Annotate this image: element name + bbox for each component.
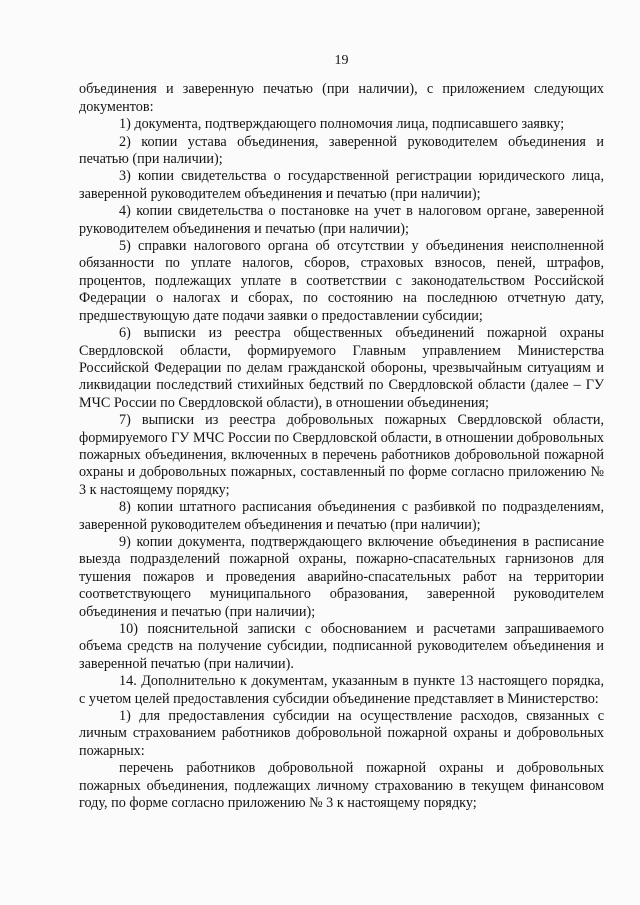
list-item-4: 4) копии свидетельства о постановке на учет в налоговом органе, заверенной руководителем объединения и печатью (при наличии);	[79, 203, 604, 237]
page-number: 19	[334, 53, 349, 68]
list-item-2: 2) копии устава объединения, заверенной руководителем объединения и печатью (при наличии);	[79, 133, 604, 168]
list-item-7: 7) выписки из реестра добровольных пожарных Свердловской области, формируемого ГУ МЧС России по Свердловской области, в отношении добровольных пожарных объединения, включенных в перечень работников добровольной пожарной охраны и добровольных пожарных, составленный по форме согласно приложению № 3 к настоящему порядку;	[79, 412, 604, 498]
list-item-3: 3) копии свидетельства о государственной регистрации юридического лица, заверенной руководителем объединения и печатью (при наличии);	[79, 168, 604, 202]
list-item-5: 5) справки налогового органа об отсутствии у объединения неисполненной обязанности по уплате налогов, сборов, страховых взносов, пеней, штрафов, процентов, подлежащих уплате в соответствии с законодательством Российской Федерации о налогах и сборах, по состоянию на последнюю отчетную дату, предшествующую дате подачи заявки о предоставлении субсидии;	[79, 238, 604, 324]
section-14-item-1: 1) для предоставления субсидии на осуществление расходов, связанных с личным страхованием работников добровольной пожарной охраны и добровольных пожарных:	[79, 708, 604, 759]
list-item-10: 10) пояснительной записки с обоснованием и расчетами запрашиваемого объема средств на получение субсидии, подписанной руководителем объединения и заверенной печатью (при наличии).	[79, 621, 604, 672]
list-item-6: 6) выписки из реестра общественных объединений пожарной охраны Свердловской области, формируемого Главным управлением Министерства Российской Федерации по делам гражданской обороны, чрезвычайным ситуациям и ликвидации последствий стихийных бедствий по Свердловской области (далее – ГУ МЧС России по Свердловской области), в отношении объединения;	[79, 325, 604, 411]
list-item-9: 9) копии документа, подтверждающего включение объединения в расписание выезда подразделений пожарной охраны, пожарно-спасательных гарнизонов для тушения пожаров и проведения аварийно-спасательных работ на территории соответствующего муниципального образования, заверенной руководителем объединения и печатью (при наличии);	[79, 533, 604, 620]
paragraph-continuation: объединения и заверенную печатью (при наличии), с приложением следующих документов:	[79, 81, 604, 115]
list-item-1: 1) документа, подтверждающего полномочия лица, подписавшего заявку;	[119, 116, 565, 133]
section-14-item-1-detail: перечень работников добровольной пожарной охраны и добровольных пожарных объединения, подлежащих личному страхованию в текущем финансовом году, по форме согласно приложению № 3 к настоящему порядку;	[79, 760, 604, 812]
list-item-8: 8) копии штатного расписания объединения с разбивкой по подразделениям, заверенной руководителем объединения и печатью (при наличии);	[79, 499, 604, 533]
section-14-paragraph: 14. Дополнительно к документам, указанным в пункте 13 настоящего порядка, с учетом целей предоставления субсидии объединение представляет в Министерство:	[79, 673, 604, 707]
